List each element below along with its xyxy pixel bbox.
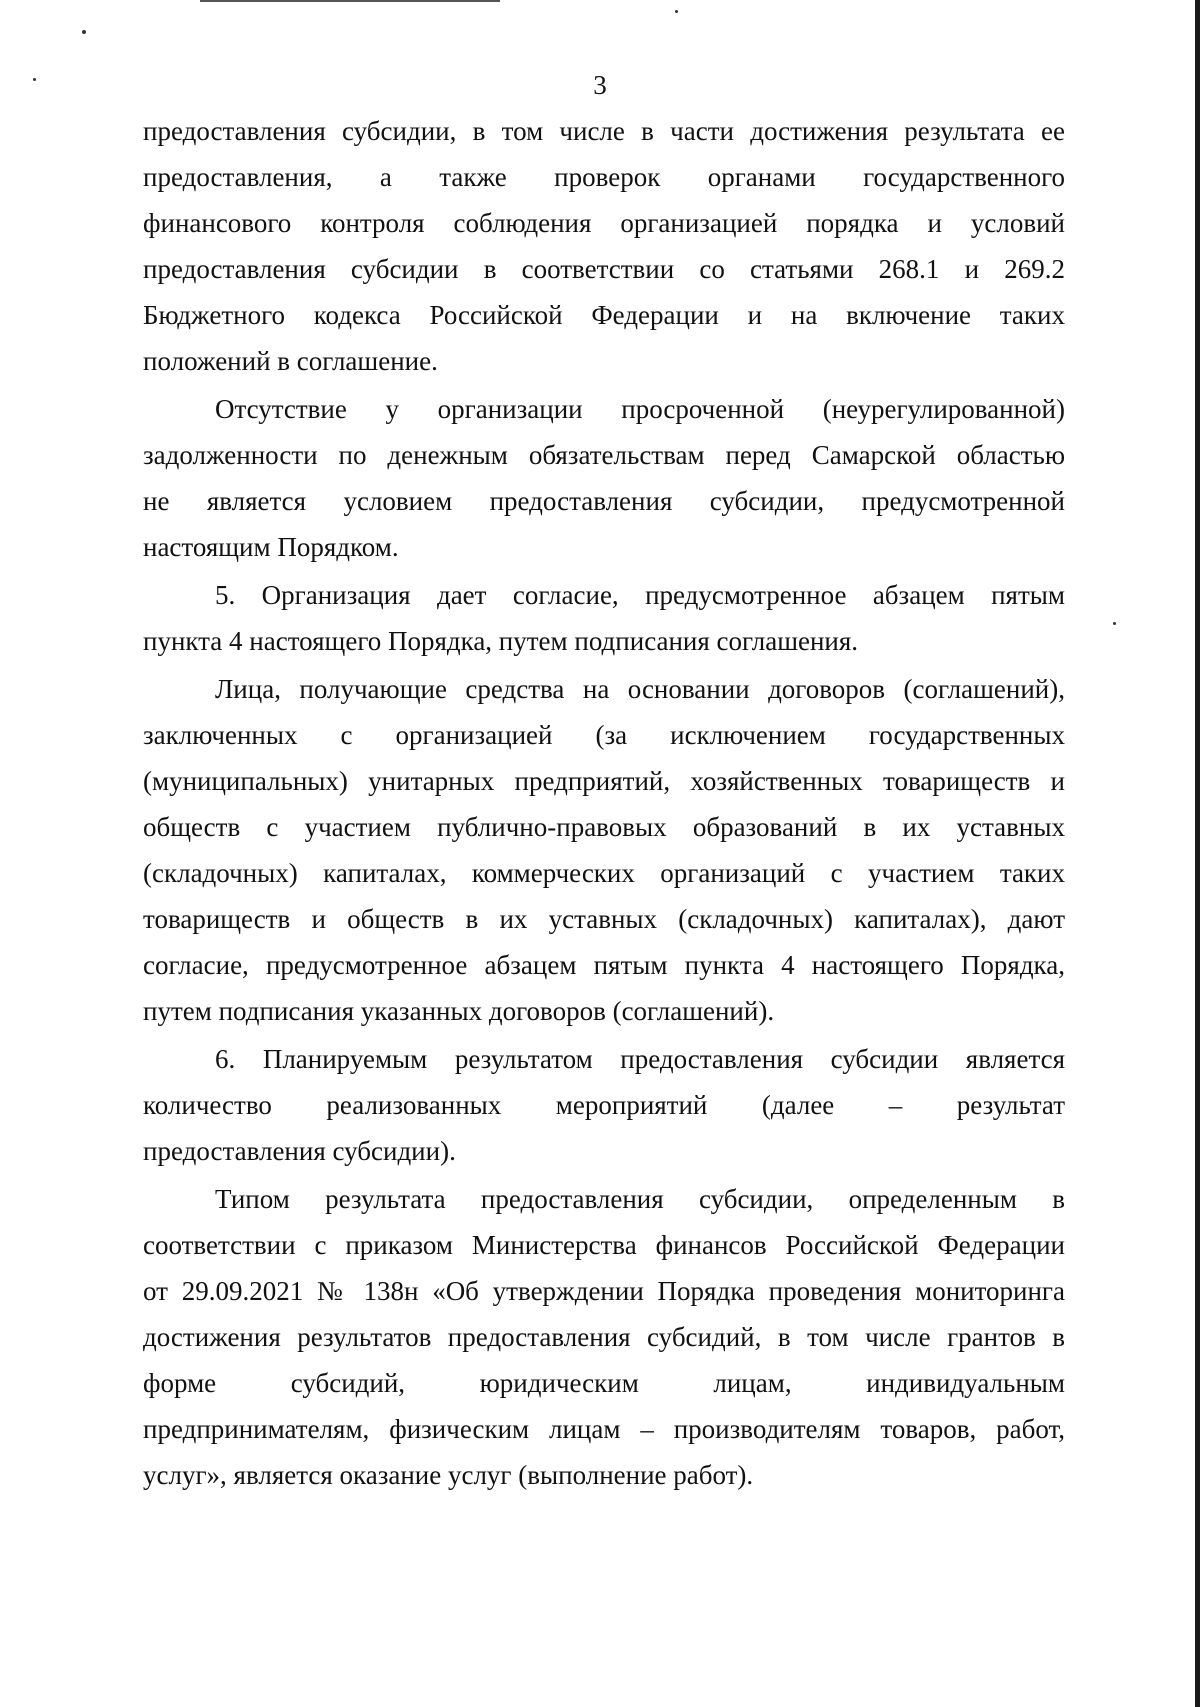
document-body xyxy=(143,108,1065,1498)
text-line: форме субсидий, юридическим лицам, индивидуальным xyxy=(143,1368,1065,1398)
text-line: путем подписания указанных договоров (соглашений). xyxy=(143,996,775,1026)
text-line: товариществ и обществ в их уставных (складочных) капиталах), дают xyxy=(143,904,1065,934)
scan-border xyxy=(1195,0,1200,1707)
text-line: количество реализованных мероприятий (далее – результат xyxy=(143,1090,1065,1120)
text-line: задолженности по денежным обязательствам перед Самарской областью xyxy=(143,440,1065,470)
text-line: не является условием предоставления субсидии, предусмотренной xyxy=(143,486,1065,516)
page-number: 3 xyxy=(593,70,607,100)
scan-speck xyxy=(675,10,678,13)
text-line: заключенных с организацией (за исключением государственных xyxy=(143,720,1065,750)
text-line: Бюджетного кодекса Российской Федерации и на включение таких xyxy=(143,300,1065,330)
paragraph-1 xyxy=(143,108,1065,384)
text-line: положений в соглашение. xyxy=(143,346,438,376)
text-line: финансового контроля соблюдения организацией порядка и условий xyxy=(143,208,1065,238)
paragraph-4 xyxy=(143,666,1065,1034)
text-line: 6. Планируемым результатом предоставления субсидии является xyxy=(215,1044,1065,1074)
paragraph-6 xyxy=(143,1176,1065,1498)
text-line: услуг», является оказание услуг (выполнение работ). xyxy=(143,1460,754,1490)
text-line: настоящим Порядком. xyxy=(143,532,399,562)
text-line: 5. Организация дает согласие, предусмотренное абзацем пятым xyxy=(215,580,1065,610)
scan-artifact-line xyxy=(200,0,500,2)
text-line: (муниципальных) унитарных предприятий, хозяйственных товариществ и xyxy=(143,766,1065,796)
text-line: предоставления субсидии, в том числе в части достижения результата ее xyxy=(143,116,1065,146)
text-line: достижения результатов предоставления субсидий, в том числе грантов в xyxy=(143,1322,1065,1352)
paragraph-3 xyxy=(143,572,1065,664)
text-line: Типом результата предоставления субсидии, определенным в xyxy=(215,1184,1065,1214)
text-line: Отсутствие у организации просроченной (неурегулированной) xyxy=(215,394,1065,424)
text-line: согласие, предусмотренное абзацем пятым пункта 4 настоящего Порядка, xyxy=(143,950,1065,980)
text-line: (складочных) капиталах, коммерческих организаций с участием таких xyxy=(143,858,1065,888)
text-line: пункта 4 настоящего Порядка, путем подписания соглашения. xyxy=(143,626,859,656)
scan-speck xyxy=(82,30,86,34)
paragraph-2 xyxy=(143,386,1065,570)
text-line: обществ с участием публично-правовых образований в их уставных xyxy=(143,812,1065,842)
text-line: соответствии с приказом Министерства финансов Российской Федерации xyxy=(143,1230,1065,1260)
text-line: от 29.09.2021 № 138н «Об утверждении Порядка проведения мониторинга xyxy=(143,1276,1065,1306)
text-line: Лица, получающие средства на основании договоров (соглашений), xyxy=(215,674,1065,704)
text-line: предоставления субсидии). xyxy=(143,1136,456,1166)
text-line: предпринимателям, физическим лицам – производителям товаров, работ, xyxy=(143,1414,1065,1444)
text-line: предоставления, а также проверок органами государственного xyxy=(143,162,1065,192)
paragraph-5 xyxy=(143,1036,1065,1174)
text-line: предоставления субсидии в соответствии со статьями 268.1 и 269.2 xyxy=(143,254,1065,284)
scan-speck xyxy=(1113,622,1116,625)
